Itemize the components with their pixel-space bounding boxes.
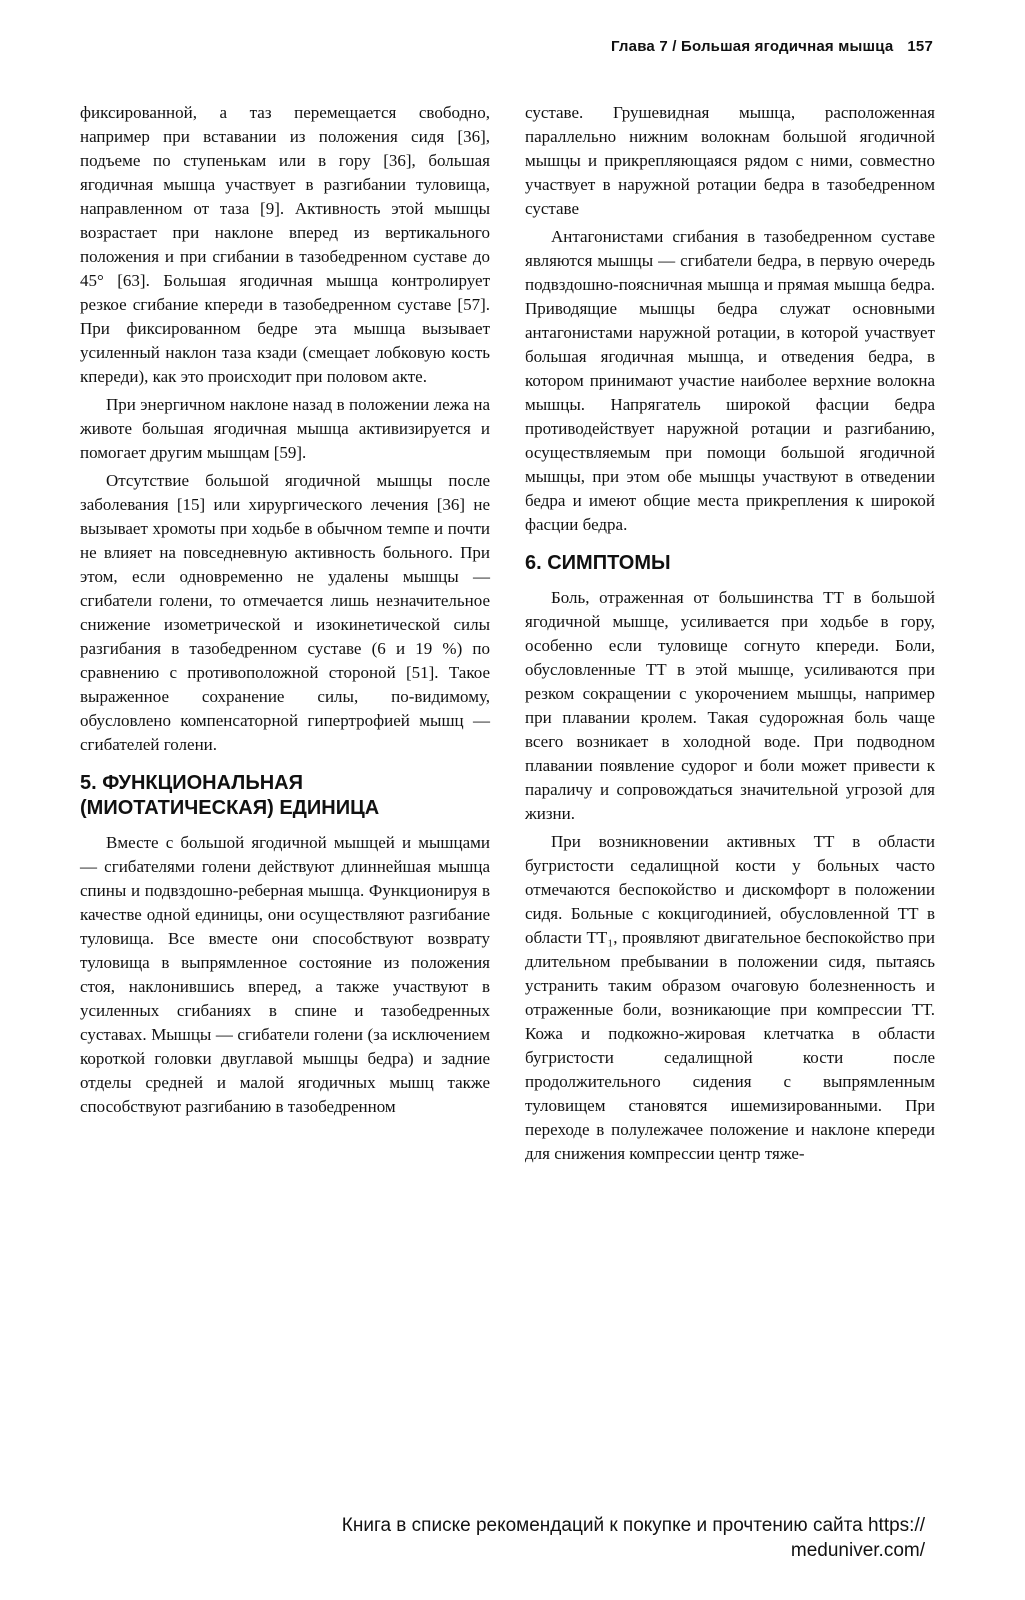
chapter-title: Глава 7 / Большая ягодичная мышца <box>610 38 894 55</box>
paragraph: суставе. Грушевидная мышца, расположенная параллельно нижним волокнам большой ягодичной мышцы и прикрепляющаяся рядом с ними, совместно участвует в наружной ротации бедра в тазобедренном суставе <box>525 103 935 218</box>
page-header <box>611 38 933 55</box>
section-heading-functional-unit <box>80 771 490 821</box>
paragraph: Вместе с большой ягодичной мышцей и мышцами — сгибателями голени действуют длиннейшая мышца спины и подвздошно-реберная мышца. Функционируя в качестве одной единицы, они осуществляют разгибание туловища. Все вместе они способствуют возврату туловища в выпрямленное состояние из положения стоя, наклонившись вперед, а также участвуют в усиленных сгибаниях в спине и тазобедренных суставах. Мышцы — сгибатели голени (за исключением короткой головки двуглавой мышцы бедра) и задние отделы средней и малой ягодичных мышц также способствуют разгибанию в тазобедренном <box>80 833 490 1116</box>
paragraph: Боль, отраженная от большинства ТТ в большой ягодичной мышце, усиливается при ходьбе в гору, особенно если туловище согнуто кпереди. Боли, обусловленные ТТ в этой мышце, усиливаются при резком сокращении с укорочением мышцы, например при плавании кролем. Такая судорожная боль чаще всего возникает в холодной воде. При подводном плавании появление судорог и боли может привести к параличу и сопровождаться значительной угрозой для жизни. <box>525 588 935 823</box>
paragraph: При возникновении активных ТТ в области бугристости седалищной кости у больных часто отмечаются беспокойство и дискомфорт в положении сидя. Больные с кокцигодинией, обусловленной ТТ в области ТТ₁, проявляют двигательное беспокойство при длительном пребывании в положении сидя, пытаясь устранить таким образом очаговую болезненность и отраженные боли, возникающие при компрессии ТТ. Кожа и подкожно-жировая клетчатка в области бугристости седалищной кости после продолжительного сидения с выпрямленным туловищем становятся ишемизированными. При переходе в полулежачее положение и наклоне кпереди для снижения компрессии центр тяже- <box>525 832 935 1163</box>
left-column <box>80 101 490 1119</box>
footer-link[interactable] <box>342 1515 925 1561</box>
paragraph: Отсутствие большой ягодичной мышцы после заболевания [15] или хирургического лечения [36] не вызывает хромоты при ходьбе в обычном темпе и почти не влияет на повседневную активность больного. При этом, если одновременно не удалены мышцы — сгибатели голени, то отмечается лишь незначительное снижение изометрической и изокинетической силы разгибания в тазобедренном суставе (6 и 19 %) по сравнению с противоположной стороной [51]. Такое выраженное сохранение силы, по-видимому, обусловлено компенсаторной гипертрофией мышц — сгибателей голени. <box>80 471 490 754</box>
paragraph: фиксированной, а таз перемещается свободно, например при вставании из положения сидя [36], подъеме по ступенькам или в гору [36], большая ягодичная мышца участвует в разгибании туловища, направленном от таза [9]. Активность этой мышцы возрастает при наклоне вперед из вертикального положения и при сгибании в тазобедренном суставе до 45° [63]. Большая ягодичная мышца контролирует резкое сгибание кпереди в тазобедренном суставе [57]. При фиксированном бедре эта мышца вызывает усиленный наклон таза кзади (смещает лобковую кость кпереди), как это происходит при половом акте. <box>80 103 490 386</box>
page-number: 157 <box>907 38 933 55</box>
footer-line: meduniver.com/ <box>790 1540 925 1561</box>
right-column <box>525 101 935 1166</box>
heading-line: 5. ФУНКЦИОНАЛЬНАЯ <box>80 772 303 794</box>
paragraph: Антагонистами сгибания в тазобедренном суставе являются мышцы — сгибатели бедра, в первую очередь подвздошно-поясничная мышца и прямая мышца бедра. Приводящие мышцы бедра служат основными антагонистами наружной ротации, в которой участвует большая ягодичная мышца, и отведения бедра, в котором принимают участие наиболее верхние волокна мышцы. Напрягатель широкой фасции бедра противодействует наружной ротации и разгибанию, осуществляемым при помощи большой ягодичной мышцы, при этом обе мышцы участвуют в отведении бедра и имеют общие места прикрепления к широкой фасции бедра. <box>525 227 935 534</box>
footer-line: Книга в списке рекомендаций к покупке и прочтению сайта https:// <box>341 1515 925 1536</box>
section-heading-symptoms: 6. СИМПТОМЫ <box>525 552 671 574</box>
heading-line: (МИОТАТИЧЕСКАЯ) ЕДИНИЦА <box>80 797 380 819</box>
footer-watermark <box>0 1513 925 1563</box>
paragraph: При энергичном наклоне назад в положении лежа на животе большая ягодичная мышца активизируется и помогает другим мышцам [59]. <box>80 395 490 462</box>
